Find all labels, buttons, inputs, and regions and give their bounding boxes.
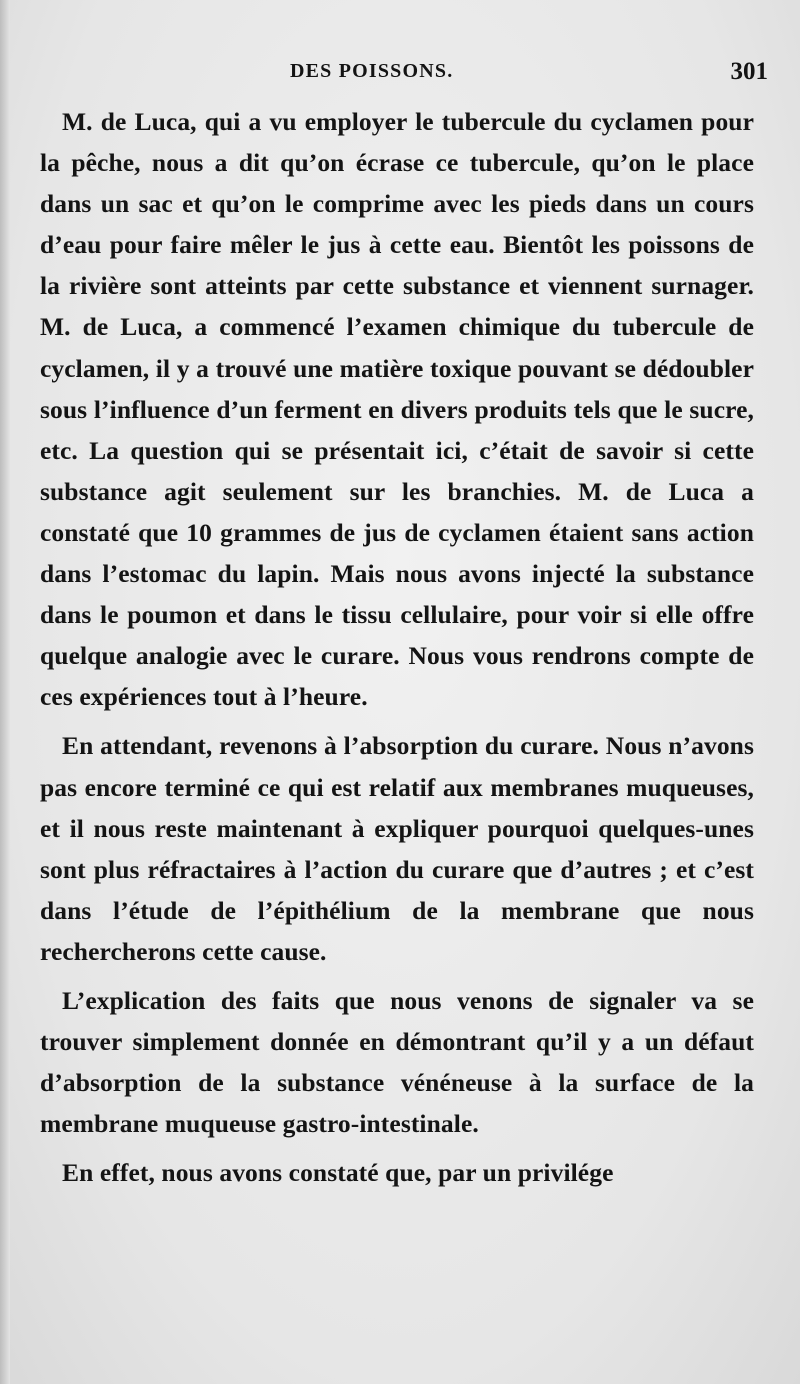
body-text [40,101,754,1201]
page-number: 301 [730,58,768,85]
paragraph-1: M. de Luca, qui a vu employer le tubercule du cyclamen pour la pêche, nous a dit qu’on écrase ce tubercule, qu’on le place dans un sac et qu’on le comprime avec les pieds dans un cours d’eau pour faire mêler le jus à cette eau. Bientôt les poissons de la rivière sont atteints par cette substance et viennent surnager. M. de Luca, a commencé l’examen chimique du tubercule de cyclamen, il y a trouvé une matière toxique pouvant se dédoubler sous l’influence d’un ferment en divers produits tels que le sucre, etc. La question qui se présentait ici, c’était de savoir si cette substance agit seulement sur les branchies. M. de Luca a constaté que 10 grammes de jus de cyclamen étaient sans action dans l’estomac du lapin. Mais nous avons injecté la substance dans le poumon et dans le tissu cellulaire, pour voir si elle offre quelque analogie avec le curare. Nous vous rendrons compte de ces expériences tout à l’heure. [40,107,754,712]
running-header [40,60,768,90]
page-gutter-shadow [0,0,10,1384]
paragraph-3: L’explication des faits que nous venons de signaler va se trouver simplement donnée en démontrant qu’il y a un défaut d’absorption de la substance vénéneuse à la surface de la membrane muqueuse gastro-intestinale. [40,985,754,1139]
paragraph-2: En attendant, revenons à l’absorption du curare. Nous n’avons pas encore terminé ce qui est relatif aux membranes muqueuses, et il nous reste maintenant à expliquer pourquoi quelques-unes sont plus réfractaires à l’action du curare que d’autres ; et c’est dans l’étude de l’épithélium de la membrane que nous rechercherons cette cause. [40,731,754,966]
paragraph-4: En effet, nous avons constaté que, par un privilége [62,1158,614,1188]
header-title: DES POISSONS. [290,60,454,82]
